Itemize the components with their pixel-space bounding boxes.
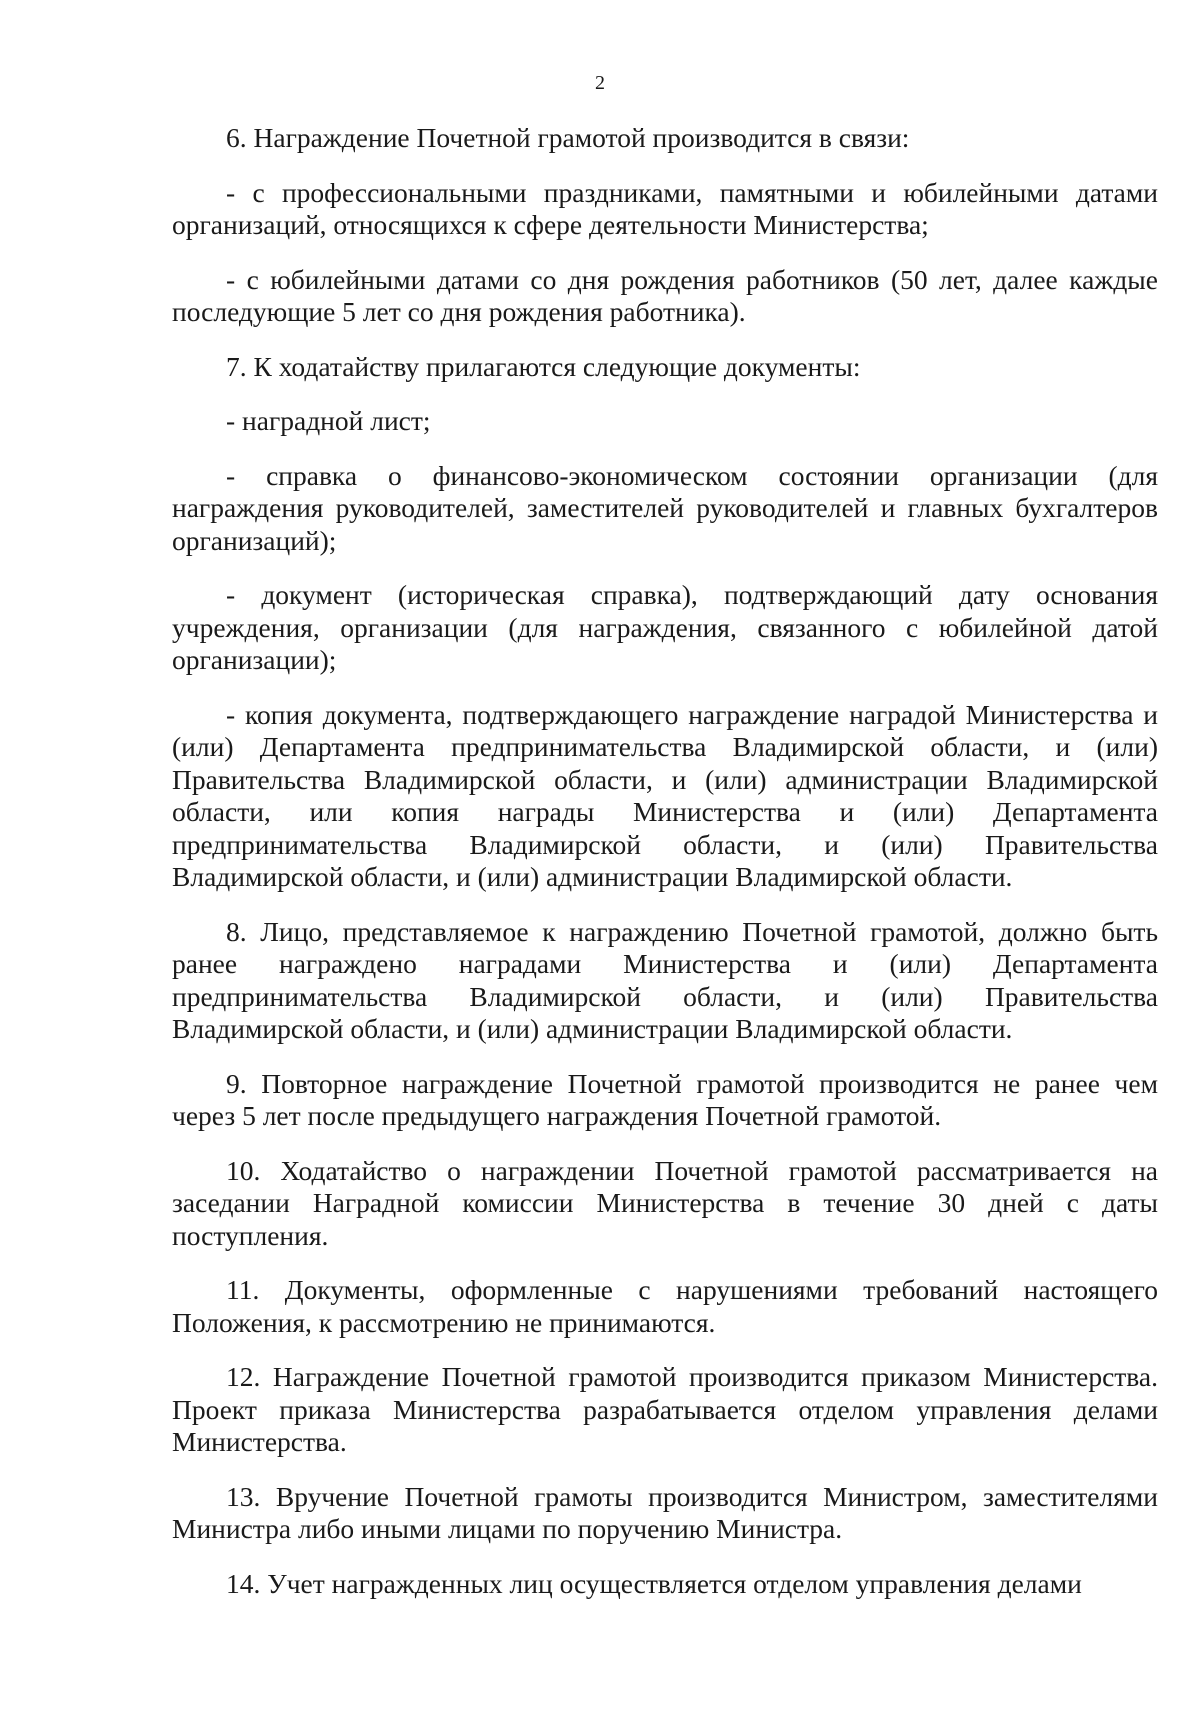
paragraph-6: 6. Награждение Почетной грамотой производится в связи:: [226, 122, 910, 153]
paragraph-7-item-3: - документ (историческая справка), подтверждающий дату основания учреждения, организации (для награждения, связанного с юбилейной датой организации);: [172, 579, 1158, 675]
paragraph-13: 13. Вручение Почетной грамоты производится Министром, заместителями Министра либо иными лицами по поручению Министра.: [172, 1480, 1158, 1544]
paragraph-10: 10. Ходатайство о награждении Почетной грамотой рассматривается на заседании Наградной комиссии Министерства в течение 30 дней с даты поступления.: [172, 1154, 1158, 1251]
paragraph-7-item-4: - копия документа, подтверждающего награждение наградой Министерства и (или) Департамента предпринимательства Владимирской области, и (или) Правительства Владимирской области, и (или) администрации Владимирской области, или копия награды Министерства и (или) Департамента предпринимательства Владимирской области, и (или) Правительства Владимирской области, и (или) администрации Владимирской области.: [172, 698, 1158, 892]
paragraph-8: 8. Лицо, представляемое к награждению Почетной грамотой, должно быть ранее награждено наградами Министерства и (или) Департамента предпринимательства Владимирской области, и (или) Правительства Владимирской области, и (или) администрации Владимирской области.: [172, 915, 1158, 1044]
paragraph-12: 12. Награждение Почетной грамотой производится приказом Министерства. Проект приказа Министерства разрабатывается отделом управления делами Министерства.: [172, 1361, 1158, 1457]
paragraph-7-item-2: - справка о финансово-экономическом состоянии организации (для награждения руководителей, заместителей руководителей и главных бухгалтеров организаций);: [172, 459, 1158, 556]
paragraph-7: 7. К ходатайству прилагаются следующие документы:: [226, 350, 861, 382]
paragraph-9: 9. Повторное награждение Почетной грамотой производится не ранее чем через 5 лет после предыдущего награждения Почетной грамотой.: [172, 1067, 1158, 1131]
paragraph-6-item-1: - с профессиональными праздниками, памятными и юбилейными датами организаций, относящихся к сфере деятельности Министерства;: [172, 176, 1158, 240]
paragraph-14: 14. Учет награжденных лиц осуществляется отделом управления делами: [226, 1567, 1082, 1599]
paragraph-6-item-2: - с юбилейными датами со дня рождения работников (50 лет, далее каждые последующие 5 лет со дня рождения работника).: [172, 263, 1158, 327]
page-number: 2: [595, 72, 605, 94]
document-body: [172, 122, 1158, 1618]
paragraph-11: 11. Документы, оформленные с нарушениями требований настоящего Положения, к рассмотрению не принимаются.: [172, 1274, 1158, 1338]
paragraph-7-item-1: - наградной лист;: [226, 405, 431, 436]
